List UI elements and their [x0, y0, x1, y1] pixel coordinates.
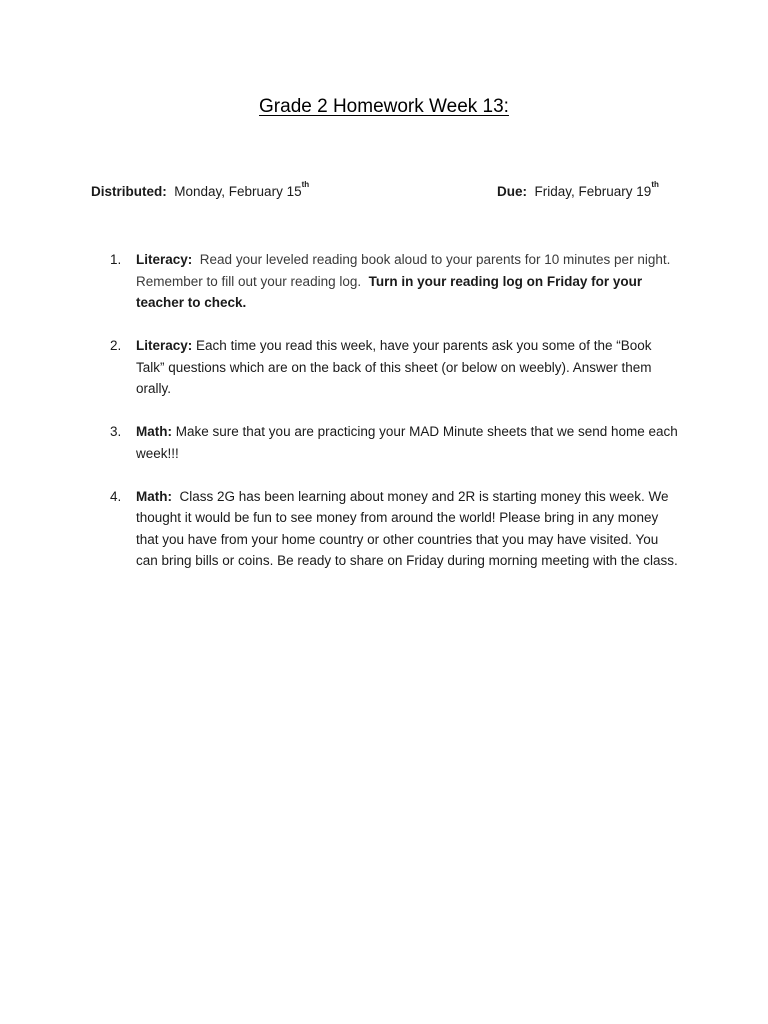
due-value: Friday, February 19	[534, 184, 652, 199]
item-bold-text: Turn in your reading log on Friday for your teacher to check.	[136, 273, 643, 310]
item-text: Each time you read this week, have your parents ask you some of the “Book Talk” questions which are on the back of this sheet (or below on weebly). Answer them orally.	[136, 338, 652, 396]
item-number: 2.	[110, 338, 122, 353]
item-subject: Math:	[136, 424, 172, 439]
document-title: Grade 2 Homework Week 13:	[259, 96, 509, 117]
distributed-suffix: th	[301, 180, 310, 189]
due-label: Due:	[497, 184, 527, 199]
item-number: 3.	[110, 424, 122, 439]
item-number: 4.	[110, 488, 122, 504]
item-subject: Literacy:	[136, 338, 193, 353]
due-date	[497, 182, 659, 202]
item-subject: Literacy:	[136, 252, 193, 267]
homework-list	[110, 249, 680, 593]
list-item	[110, 421, 680, 464]
item-number: 1.	[110, 252, 122, 267]
item-subject: Math:	[136, 488, 172, 504]
list-item	[110, 486, 680, 572]
distributed-date	[91, 182, 309, 202]
due-suffix: th	[651, 180, 659, 189]
item-text: Make sure that you are practicing your MAD Minute sheets that we send home each week!!!	[136, 424, 678, 461]
list-item	[110, 335, 680, 400]
item-text: Read your leveled reading book aloud to your parents for 10 minutes per night. Remember to fill out your reading log.	[136, 252, 671, 289]
distributed-label: Distributed:	[91, 184, 167, 199]
list-item	[110, 249, 680, 314]
distributed-value: Monday, February 15	[174, 184, 302, 199]
item-text: Class 2G has been learning about money and 2R is starting money this week. We thought it would be fun to see money from around the world! Please bring in any money that you have from your home country or other countries that you may have visited. You can bring bills or coins. Be ready to share on Friday during morning meeting with the class.	[136, 488, 678, 568]
